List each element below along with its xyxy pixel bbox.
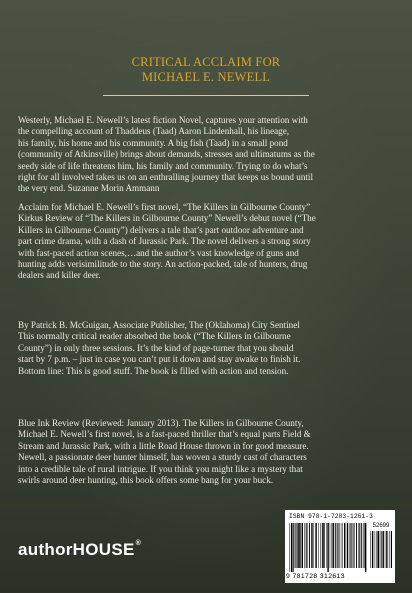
barcode-bar <box>361 523 362 568</box>
barcode-bar <box>388 531 389 568</box>
barcode-bar <box>389 531 390 568</box>
isbn-label: ISBN 978-1-7283-1261-3 <box>289 513 373 520</box>
ean-barcode-bars <box>289 523 367 572</box>
barcode-bar <box>341 523 342 568</box>
acclaim-heading-line2: MICHAEL E. NEWELL <box>141 70 271 84</box>
barcode-bar <box>372 531 373 568</box>
barcode-bar <box>290 523 291 572</box>
barcode-bar <box>350 523 351 568</box>
barcode-bar <box>333 523 334 568</box>
authorhouse-logo <box>18 540 141 560</box>
barcode-bar <box>332 523 333 568</box>
barcode-bar <box>322 523 323 568</box>
barcode-bar <box>344 523 345 568</box>
review-paragraph-city-sentinel: By Patrick B. McGuigan, Associate Publisher, The (Oklahoma) City Sentinel This normally critical reader absorbed the book (“The Killers in Gilbourne County”) in only three sessions. It’s the kind of page-turner that you should start by 7 p.m. – just in case you can’t put it down and stay awake to finish it. Bottom line: This is good stuff. The book is filled with action and tension. <box>18 320 301 376</box>
barcode-bar <box>391 531 392 568</box>
barcode-bar <box>320 523 321 568</box>
barcode-bar <box>296 523 297 568</box>
barcode-bar <box>315 523 316 568</box>
barcode-bar <box>371 531 372 568</box>
barcode-bar <box>365 523 366 572</box>
barcode-bar <box>299 523 300 568</box>
isbn-barcode <box>285 510 395 583</box>
registered-mark-icon: ® <box>135 540 142 547</box>
barcode-bar <box>337 523 338 568</box>
barcode-bar <box>385 531 386 568</box>
review-paragraph-kirkus: Acclaim for Michael E. Newell’s first novel, “The Killers in Gilbourne County” Kirkus Review of “The Killers in Gilbourne County” Newell’s debut novel (“The Killers in Gilbourne County”) delivers a tale that’s part outdoor adventure and part crime drama, with a dash of Jurassic Park. The novel delivers a strong story with fast-paced action scenes,…and the author’s vast knowledge of guns and hunting adds verisimilitude to the story. An action-packed, tale of hunters, drug dealers and killer deer. <box>18 202 316 281</box>
barcode-bar <box>309 523 310 568</box>
acclaim-heading-line1: CRITICAL ACCLAIM FOR <box>131 55 281 69</box>
barcode-bar <box>335 523 336 568</box>
barcode-bar <box>330 523 331 568</box>
ean-digits: 9 781728 312613 <box>286 573 345 580</box>
barcode-bar <box>314 523 315 568</box>
barcode-bar <box>363 523 364 568</box>
barcode-bar <box>323 523 324 568</box>
barcode-bar <box>295 523 296 568</box>
barcode-bar <box>342 523 343 568</box>
barcode-bar <box>375 531 376 568</box>
barcode-bar <box>353 523 354 568</box>
barcode-bar <box>297 523 298 568</box>
barcode-bar <box>339 523 340 568</box>
barcode-bar <box>359 523 360 568</box>
barcode-bar <box>304 523 305 568</box>
supplement-code: 52699 <box>372 523 390 529</box>
heading-divider <box>103 95 309 96</box>
barcode-bar <box>383 531 384 568</box>
barcode-bar <box>311 523 312 568</box>
review-paragraph-blue-ink: Blue Ink Review (Reviewed: January 2013). The Killers in Gilbourne County, Michael E. Newell’s first novel, is a fast-paced thriller that’s equal parts Field & Stream and Jurassic Park, with a little Road House thrown in for good measure. Newell, a passionate deer hunter himself, has woven a sturdy cast of characters into a credible tale of rural intrigue. If you think you might like a mystery that swirls around deer hunting, this book offers some bang for your buck. <box>18 418 311 486</box>
barcode-bar <box>293 523 294 572</box>
review-paragraph-westerly: Westerly, Michael E. Newell’s latest fiction Novel, captures your attention with the compelling account of Thaddeus (Taad) Aaron Lindenhall, his lineage, his family, his home and his community. A big fish (Taad) in a small pond (community of Atkinsville) brings about demands, stresses and ultimatums as the seedy side of life threatens him, his family and community. Trying to do what’s right for all involved takes us on an enthralling journey that keeps us bound until the very end. Suzanne Morin Ammann <box>18 115 315 194</box>
barcode-bar <box>347 523 348 568</box>
barcode-bar <box>378 531 379 568</box>
barcode-bar <box>307 523 308 568</box>
barcode-bar <box>318 523 319 568</box>
publisher-logo-text: authorHOUSE <box>18 540 135 559</box>
barcode-bar <box>364 523 365 568</box>
barcode-bar <box>326 523 327 568</box>
barcode-bar <box>291 523 292 572</box>
barcode-bar <box>352 523 353 568</box>
barcode-bar <box>386 531 387 568</box>
barcode-bar <box>381 531 382 568</box>
barcode-bar <box>356 523 357 568</box>
barcode-bar <box>351 523 352 568</box>
barcode-bar <box>358 523 359 568</box>
barcode-bar <box>354 523 355 568</box>
barcode-bar <box>327 523 328 572</box>
barcode-bar <box>306 523 307 568</box>
barcode-bar <box>377 531 378 568</box>
barcode-bar <box>302 523 303 568</box>
supplement-barcode-bars <box>370 531 392 572</box>
